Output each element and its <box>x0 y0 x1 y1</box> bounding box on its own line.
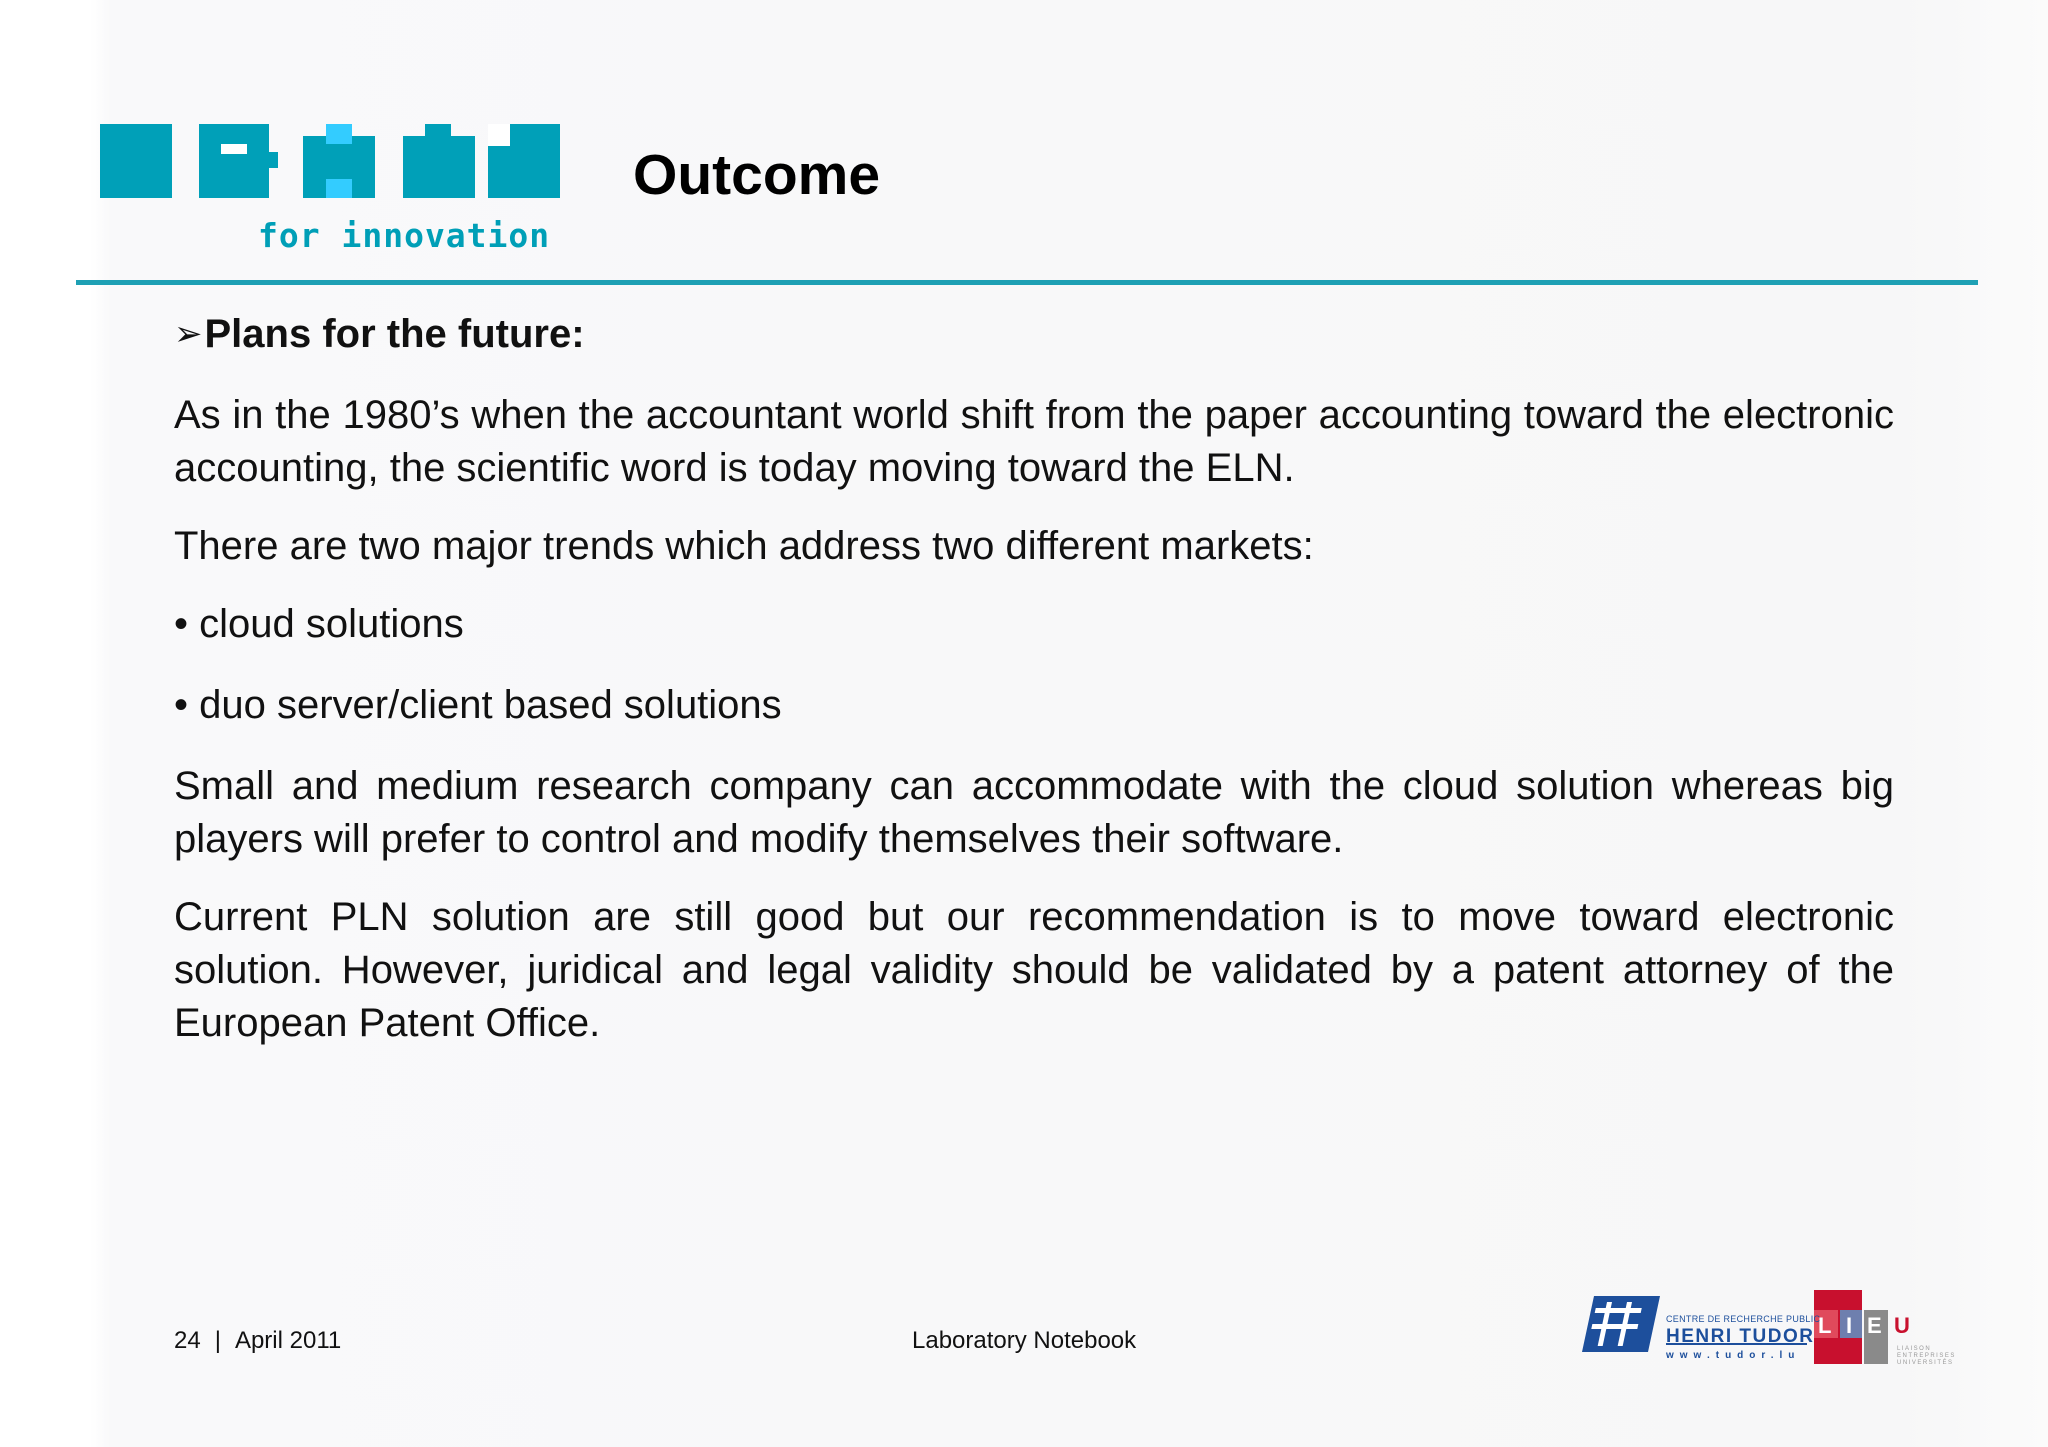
tudor-url: www.tudor.lu <box>1666 1350 1801 1361</box>
page-number: 24 <box>174 1327 201 1354</box>
logo-squares-icon <box>98 124 560 204</box>
paragraph: Small and medium research company can accommodate with the cloud solution whereas big players will prefer to control and modify themselves their software. <box>174 764 1894 861</box>
lieu-caption <box>1897 1346 1956 1367</box>
tudor-name: HENRI TUDOR <box>1666 1326 1815 1347</box>
list-item: • cloud solutions <box>174 602 464 646</box>
footer-date: April 2011 <box>234 1327 342 1354</box>
page-title: Outcome <box>633 143 881 207</box>
title-divider <box>76 280 1978 285</box>
lieu-line: LIAISON <box>1897 1346 1932 1352</box>
lieu-line: UNIVERSITÉS <box>1897 1360 1954 1366</box>
svg-text:I: I <box>1846 1313 1853 1338</box>
list-item: • duo server/client based solutions <box>174 683 782 727</box>
partner-logos <box>1582 1288 1972 1370</box>
footer-page-info <box>174 1327 341 1355</box>
svg-text:L: L <box>1818 1313 1832 1338</box>
logo-tagline: for innovation <box>258 216 551 255</box>
paragraph: There are two major trends which address two different markets: <box>174 524 1314 568</box>
footer-separator: | <box>214 1327 221 1354</box>
brand-logo <box>98 124 560 259</box>
paragraph: As in the 1980’s when the accountant world shift from the paper accounting toward the electronic accounting, the scientific word is today moving toward the ELN. <box>174 393 1894 490</box>
section-heading-text: Plans for the future: <box>204 312 585 356</box>
footer-title: Laboratory Notebook <box>912 1327 1137 1354</box>
paragraph: Current PLN solution are still good but our recommendation is to move toward electronic solution. However, juridical and legal validity should be validated by a patent attorney of the European Patent Office. <box>174 895 1894 1045</box>
arrow-bullet-icon: ➢ <box>174 315 203 353</box>
svg-text:U: U <box>1894 1313 1910 1338</box>
section-heading <box>174 308 1894 363</box>
lieu-line: ENTREPRISES <box>1897 1353 1956 1359</box>
svg-text:E: E <box>1867 1313 1882 1338</box>
tudor-subtitle: CENTRE DE RECHERCHE PUBLIC <box>1666 1314 1821 1324</box>
slide-content <box>174 308 1894 1075</box>
